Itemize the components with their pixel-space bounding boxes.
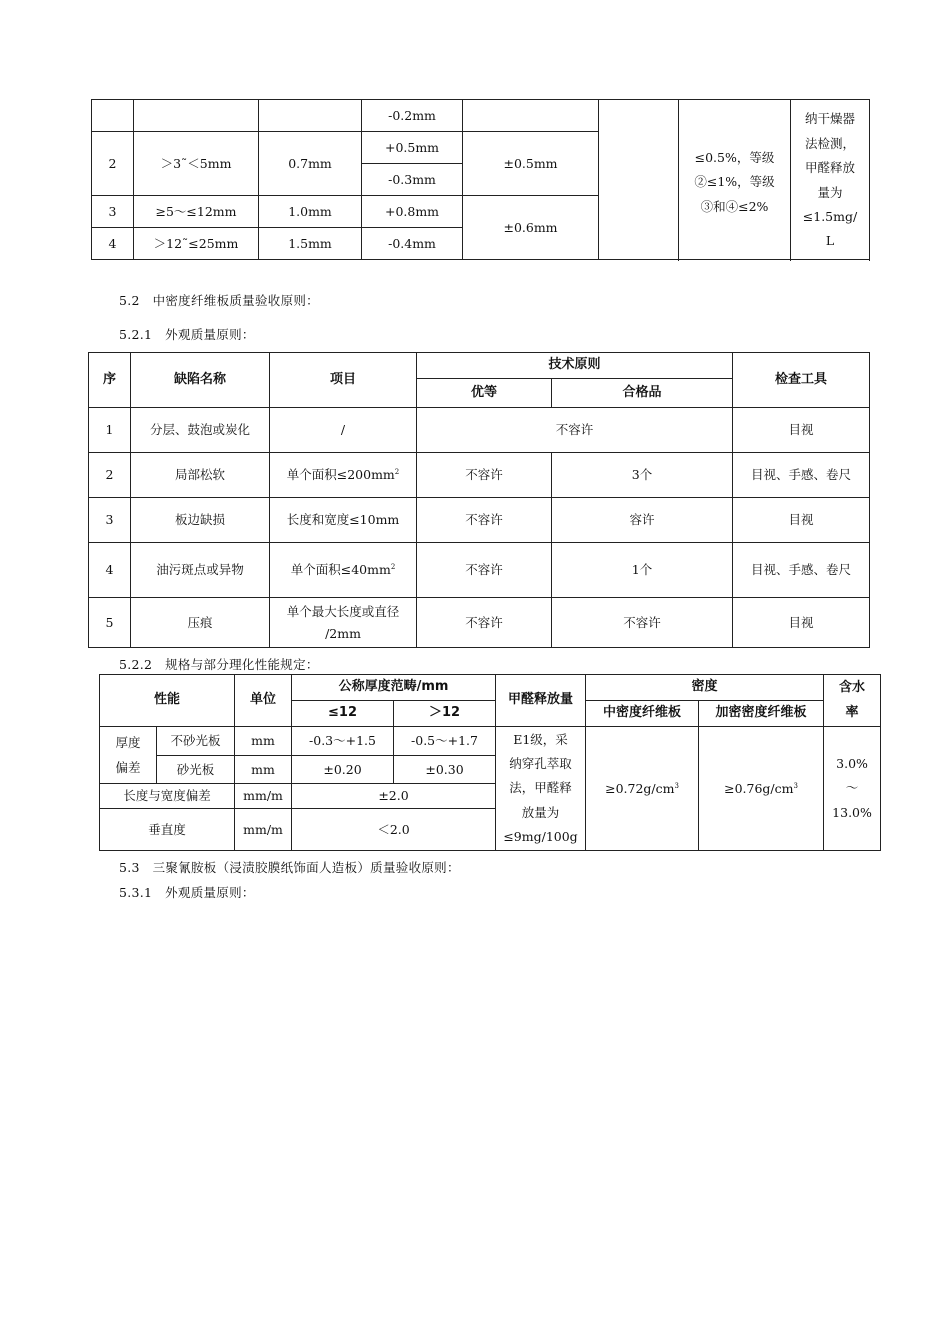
cell-no: 2 <box>92 132 134 196</box>
cell-gt12: -0.5～+1.7 <box>394 727 496 756</box>
cell-no <box>92 100 134 132</box>
cell-no: 1 <box>89 408 131 453</box>
cell-thick-tol: 0.7mm <box>259 132 362 196</box>
header-unit: 单位 <box>235 675 292 727</box>
cell-name: 不砂光板 <box>157 727 235 756</box>
cell-dev1: +0.5mm <box>362 132 463 164</box>
cell-no: 5 <box>89 598 131 648</box>
table-row <box>89 453 870 498</box>
section-heading-5-3: 5.3 三聚氰胺板（浸渍胶膜纸饰面人造板）质量验收原则： <box>119 860 460 875</box>
cell-empty-col <box>599 100 679 260</box>
superscript: 3 <box>793 781 798 790</box>
cell-formaldehyde-value: E1级，采 纳穿孔萃取 法，甲醛释 放量为 ≤9mg/100g <box>496 727 586 851</box>
cell-item <box>270 453 417 498</box>
header-hdf: 加密密度纤维板 <box>699 701 824 727</box>
cell-dev2 <box>463 100 599 132</box>
table-row <box>100 727 881 756</box>
cell-unit: mm/m <box>235 809 292 851</box>
header-tool: 检查工具 <box>733 353 870 408</box>
header-item: 项目 <box>270 353 417 408</box>
section-heading-5-2-1: 5.2.1 外观质量原则： <box>119 327 255 342</box>
cell-unit: mm/m <box>235 784 292 809</box>
cell-unit: mm <box>235 727 292 756</box>
cell-dev1: -0.2mm <box>362 100 463 132</box>
cell-tech-merged: 不容许 <box>417 408 733 453</box>
cell-le12: ±0.20 <box>292 756 394 784</box>
cell-dev2: ±0.5mm <box>463 132 599 196</box>
cell-excellent: 不容许 <box>417 498 552 543</box>
cell-item <box>270 543 417 598</box>
cell-tool: 目视、手感、卷尺 <box>733 543 870 598</box>
cell-defect: 油污斑点或异物 <box>131 543 270 598</box>
item-text: 单个面积≤40mm <box>290 562 391 578</box>
superscript: 3 <box>674 781 679 790</box>
cell-qualified: 1个 <box>552 543 733 598</box>
header-excellent: 优等 <box>417 379 552 408</box>
cell-defect: 局部松软 <box>131 453 270 498</box>
cell-range <box>134 100 259 132</box>
cell-tool: 目视 <box>733 598 870 648</box>
table-row <box>89 598 870 648</box>
table-board-thickness <box>91 99 870 260</box>
header-qualified: 合格品 <box>552 379 733 408</box>
cell-dev1: -0.3mm <box>362 164 463 196</box>
cell-name: 垂直度 <box>100 809 235 851</box>
table-appearance-quality <box>88 352 870 648</box>
cell-excellent: 不容许 <box>417 453 552 498</box>
cell-name: 长度与宽度偏差 <box>100 784 235 809</box>
cell-excellent: 不容许 <box>417 543 552 598</box>
superscript: 2 <box>390 563 396 572</box>
table-row <box>92 100 870 132</box>
cell-formaldehyde: 纳干燥器 法检测， 甲醛释放 量为 ≤1.5mg/ L <box>791 100 870 260</box>
header-property: 性能 <box>100 675 235 727</box>
cell-item: 单个最大长度或直径 /2mm <box>270 598 417 648</box>
cell-range: ＞12˜≤25mm <box>134 228 259 260</box>
table-header-row <box>89 353 870 379</box>
cell-tool: 目视 <box>733 408 870 453</box>
header-tech: 技术原则 <box>417 353 733 379</box>
section-heading-5-2: 5.2 中密度纤维板质量验收原则： <box>119 293 319 308</box>
hdf-text: ≥0.76g/cm <box>724 780 794 796</box>
cell-name: 砂光板 <box>157 756 235 784</box>
header-defect: 缺陷名称 <box>131 353 270 408</box>
cell-hdf-value <box>699 727 824 851</box>
cell-thick-tol: 1.5mm <box>259 228 362 260</box>
table-row <box>89 498 870 543</box>
cell-tool: 目视、手感、卷尺 <box>733 453 870 498</box>
cell-excellent: 不容许 <box>417 598 552 648</box>
cell-dev1: +0.8mm <box>362 196 463 228</box>
cell-merged: ＜2.0 <box>292 809 496 851</box>
cell-qualified: 不容许 <box>552 598 733 648</box>
table-header-row <box>100 675 881 701</box>
mdf-text: ≥0.72g/cm <box>605 780 675 796</box>
cell-gt12: ±0.30 <box>394 756 496 784</box>
cell-no: 3 <box>89 498 131 543</box>
cell-defect: 压痕 <box>131 598 270 648</box>
cell-no: 3 <box>92 196 134 228</box>
cell-thick-tol <box>259 100 362 132</box>
cell-merged: ±2.0 <box>292 784 496 809</box>
cell-mdf-value <box>586 727 699 851</box>
section-heading-5-3-1: 5.3.1 外观质量原则： <box>119 885 255 900</box>
item-text: 单个面积≤200mm <box>286 467 395 483</box>
cell-dev1: -0.4mm <box>362 228 463 260</box>
cell-swell: ≤0.5%，等级 ②≤1%，等级 ③和④≤2% <box>679 100 791 260</box>
table-row <box>89 408 870 453</box>
cell-item: 长度和宽度≤10mm <box>270 498 417 543</box>
header-mdf: 中密度纤维板 <box>586 701 699 727</box>
cell-no: 2 <box>89 453 131 498</box>
header-thickness: 公称厚度范畴/mm <box>292 675 496 701</box>
section-heading-5-2-2: 5.2.2 规格与部分理化性能规定： <box>119 657 319 672</box>
header-gt12: ＞12 <box>394 701 496 727</box>
cell-qualified: 容许 <box>552 498 733 543</box>
superscript: 2 <box>394 468 400 477</box>
cell-le12: -0.3～+1.5 <box>292 727 394 756</box>
cell-thick-dev-label: 厚度 偏差 <box>100 727 157 784</box>
header-no: 序 <box>89 353 131 408</box>
cell-tool: 目视 <box>733 498 870 543</box>
cell-thick-tol: 1.0mm <box>259 196 362 228</box>
table-spec-properties <box>99 674 881 851</box>
cell-dev2: ±0.6mm <box>463 196 599 260</box>
table-row <box>89 543 870 598</box>
header-formaldehyde: 甲醛释放量 <box>496 675 586 727</box>
cell-range: ≥5～≤12mm <box>134 196 259 228</box>
header-moisture: 含水 率 <box>824 675 881 727</box>
header-density: 密度 <box>586 675 824 701</box>
cell-no: 4 <box>89 543 131 598</box>
cell-moisture-value: 3.0% ～ 13.0% <box>824 727 881 851</box>
cell-no: 4 <box>92 228 134 260</box>
cell-unit: mm <box>235 756 292 784</box>
cell-item: / <box>270 408 417 453</box>
cell-range: ＞3˜＜5mm <box>134 132 259 196</box>
header-le12: ≤12 <box>292 701 394 727</box>
cell-defect: 板边缺损 <box>131 498 270 543</box>
cell-defect: 分层、鼓泡或炭化 <box>131 408 270 453</box>
cell-qualified: 3个 <box>552 453 733 498</box>
